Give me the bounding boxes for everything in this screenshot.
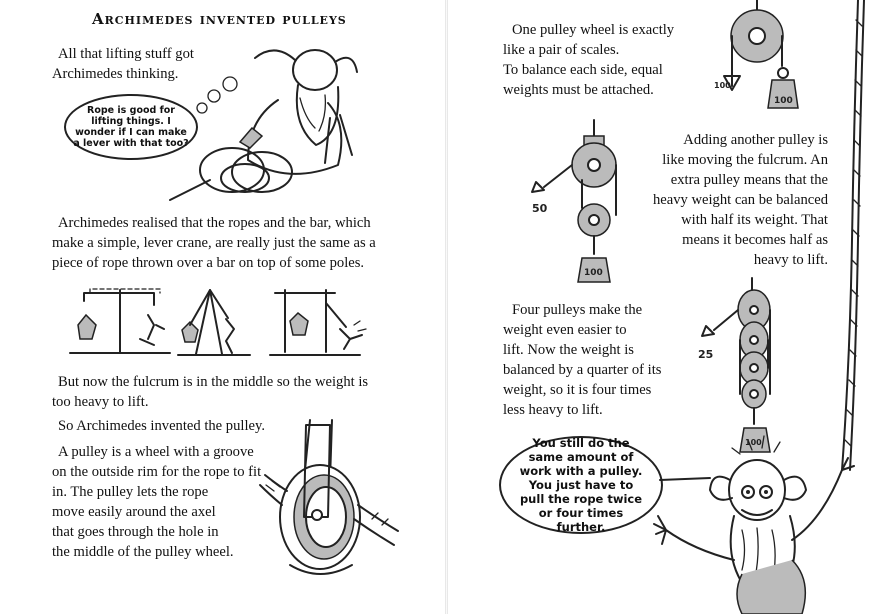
- hanging-rope: [832, 0, 872, 470]
- r-para2-line-5: with half its weight. That: [681, 212, 828, 228]
- para3-line-2: too heavy to lift.: [52, 394, 149, 410]
- r-para2-line-7: heavy to lift.: [753, 252, 828, 268]
- speech-bubble: [499, 436, 663, 534]
- double-force-label: 50: [532, 202, 548, 215]
- r-para3-line-1: Four pulleys make the: [512, 302, 643, 318]
- crane-drawings: [70, 285, 370, 360]
- intro-line-2: Archimedes thinking.: [52, 66, 179, 82]
- r-para3-line-4: balanced by a quarter of its: [503, 362, 662, 378]
- single-force-label: 100: [714, 81, 731, 90]
- r-para2-line-6: means it becomes half as: [682, 232, 828, 248]
- para5-line-2: on the outside rim for the rope to fit: [52, 464, 262, 480]
- para5-line-5: that goes through the hole in: [52, 524, 219, 540]
- r-para3-line-3: lift. Now the weight is: [503, 342, 634, 358]
- para5-line-1: A pulley is a wheel with a groove: [58, 444, 254, 460]
- para5-line-3: in. The pulley lets the rope: [52, 484, 209, 500]
- r-para2-line-2: like moving the fulcrum. An: [662, 152, 828, 168]
- intro-line-1: All that lifting stuff got: [58, 46, 194, 62]
- single-pulley-diagram: [702, 0, 812, 118]
- para5-line-4: move easily around the axel: [52, 504, 216, 520]
- r-para3-line-2: weight even easier to: [503, 322, 627, 338]
- r-para1-line-3: To balance each side, equal: [503, 62, 663, 78]
- archimedes-rope-illustration: [150, 40, 360, 210]
- archimedes-character: [642, 420, 892, 614]
- para2-line-2: make a simple, lever crane, are really just the same as a: [52, 235, 376, 251]
- para3-line-1: But now the fulcrum is in the middle so the weight is: [58, 374, 369, 390]
- para2-line-3: piece of rope thrown over a bar on top of some poles.: [52, 255, 365, 271]
- r-para3-line-6: less heavy to lift.: [503, 402, 603, 418]
- para4: So Archimedes invented the pulley.: [58, 418, 265, 434]
- double-weight-label: 100: [584, 268, 603, 278]
- double-pulley-diagram: [522, 120, 642, 285]
- pulley-wheel-illustration: [262, 415, 422, 590]
- r-para2-line-4: heavy weight can be balanced: [652, 192, 828, 208]
- r-para2-line-1: Adding another pulley is: [683, 132, 828, 148]
- para5-line-6: the middle of the pulley wheel.: [52, 544, 234, 560]
- para2-line-1: Archimedes realised that the ropes and the bar, which: [58, 215, 371, 231]
- r-para1-line-4: weights must be attached.: [503, 82, 654, 98]
- r-para1-line-1: One pulley wheel is exactly: [512, 22, 675, 38]
- r-para2-line-3: extra pulley means that the: [670, 172, 828, 188]
- single-weight-label: 100: [774, 96, 793, 106]
- quad-force-label: 25: [698, 348, 714, 361]
- r-para3-line-5: weight, so it is four times: [503, 382, 652, 398]
- right-page: [447, 0, 893, 614]
- speech-bubble-text: You still do the same amount of work with a pulley. You just have to pull the rope twice or four times further.: [519, 436, 643, 534]
- quad-weight-label: 100: [745, 438, 762, 447]
- page-heading: Archimedes invented pulleys: [92, 10, 347, 28]
- r-para1-line-2: like a pair of scales.: [503, 42, 620, 58]
- left-page: [0, 0, 446, 614]
- thought-bubble-text: Rope is good for lifting things. I wonder if I can make a lever with that too?: [73, 105, 189, 149]
